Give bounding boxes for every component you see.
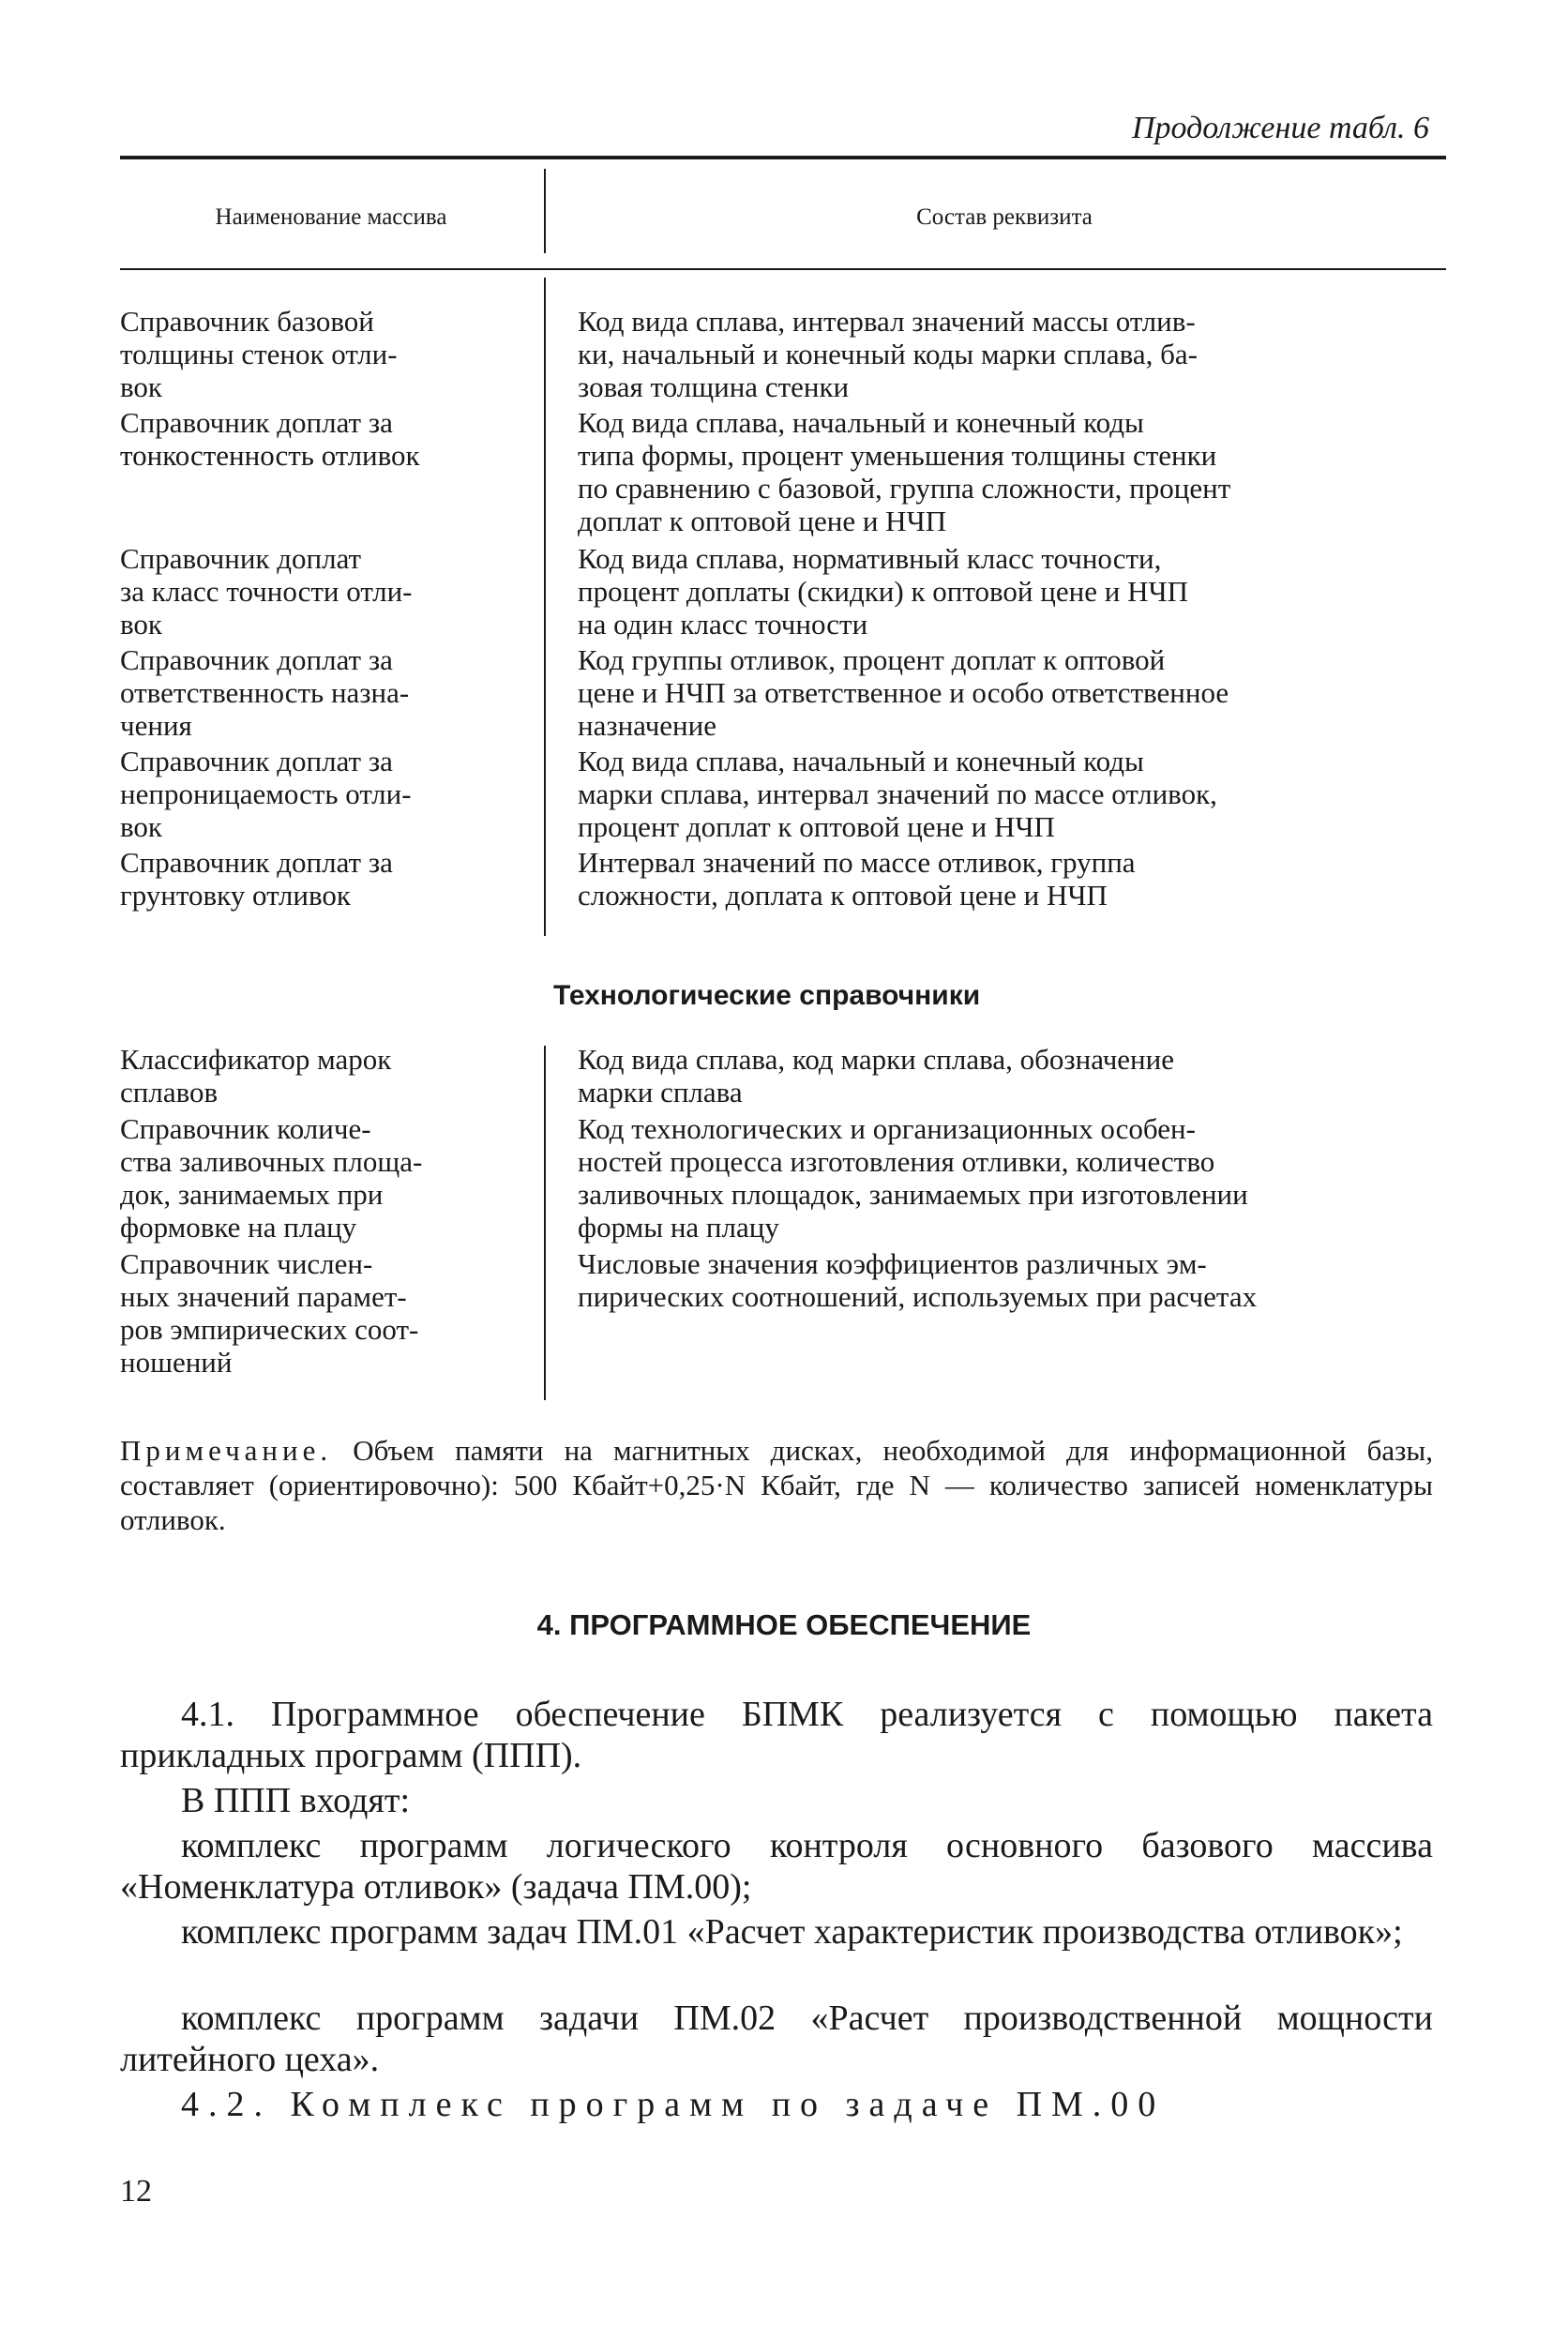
table-row-desc [578,406,1431,537]
table-cell-line: Код вида сплава, начальный и конечный коды [578,406,1144,439]
table-cell-line: ностей процесса изготовления отливки, количество [578,1145,1215,1178]
table-top-rule [120,156,1446,159]
table-cell-line: заливочных площадок, занимаемых при изготовлении [578,1178,1248,1211]
table-note [120,1433,1433,1537]
table-cell-line: ки, начальный и конечный коды марки сплава, ба- [578,338,1198,370]
paragraph-ppp-includes: В ППП входят: [181,1781,411,1820]
table-cell-line: зовая толщина стенки [578,370,850,403]
table-cell-line: марки сплава, интервал значений по массе отливок, [578,777,1217,810]
table-row-desc [578,1112,1431,1244]
table-cell-line: ства заливочных площа- [120,1145,423,1178]
table-cell-line: Справочник доплат за [120,406,393,439]
table-cell-line: непроницаемость отли- [120,777,412,810]
column-divider [544,278,546,936]
note-text: Объем памяти на магнитных дисках, необходимой для информационной базы, составляет (ориентировочно): 500 Кбайт+0,25·N Кбайт, где N — количество записей номенклатуры отливок. [120,1434,1433,1536]
table-cell-line: по сравнению с базовой, группа сложности, процент [578,472,1231,505]
table-cell-line: Классификатор марок [120,1043,392,1076]
table-cell-line: процент доплат к оптовой цене и НЧП [578,810,1055,843]
table-continuation-label: Продолжение табл. 6 [1131,111,1429,145]
table-row-name [120,406,523,472]
table-row-name [120,846,523,912]
table-row-name [120,745,523,843]
section-title: 4. ПРОГРАММНОЕ ОБЕСПЕЧЕНИЕ [536,1608,1032,1641]
table-cell-line: на один класс точности [578,608,868,641]
table-cell-line: назначение [578,709,716,742]
paragraph-complex-pm01: комплекс программ задач ПМ.01 «Расчет характеристик производства отливок»; [181,1912,1403,1952]
table-cell-line: сплавов [120,1076,219,1109]
table-cell-line: типа формы, процент уменьшения толщины стенки [578,439,1217,472]
tech-section-title: Технологические справочники [553,980,981,1011]
paragraph-complex-pm00: комплекс программ логического контроля основного базового массива «Номенклатура отливок» (задача ПМ.00); [120,1826,1433,1907]
table-cell-line: Числовые значения коэффициентов различных эм- [578,1247,1207,1280]
page-number: 12 [120,2174,152,2209]
table-row-desc [578,745,1431,843]
section-body [120,1694,1433,2144]
table-row-desc [578,1247,1431,1313]
table-cell-line: тонкостенность отливок [120,439,420,472]
table-cell-line: чения [120,709,192,742]
table-cell-line: вок [120,810,162,843]
table-cell-line: Справочник доплат за [120,745,393,777]
table-row-name [120,305,523,403]
table-row-desc [578,643,1431,742]
table-row-name [120,1247,523,1379]
table-cell-line: ров эмпирических соот- [120,1313,419,1346]
table-cell-line: вок [120,608,162,641]
table-cell-line: Справочник доплат [120,542,362,575]
paragraph-complex-pm02: комплекс программ задачи ПМ.02 «Расчет производственной мощности литейного цеха». [120,1999,1433,2079]
table-row-name [120,643,523,742]
table-cell-line: доплат к оптовой цене и НЧП [578,505,947,537]
table-cell-line: толщины стенок отли- [120,338,398,370]
table-row-desc [578,542,1431,641]
column-divider [544,1046,546,1400]
note-label: Примечание. [120,1434,333,1467]
table-cell-line: за класс точности отли- [120,575,413,608]
column-header-right: Состав реквизита [916,204,1093,230]
table-cell-line: сложности, доплата к оптовой цене и НЧП [578,879,1108,912]
table-cell-line: Справочник количе- [120,1112,371,1145]
table-cell-line: Код вида сплава, начальный и конечный коды [578,745,1144,777]
table-cell-line: Код вида сплава, код марки сплава, обозначение [578,1043,1174,1076]
table-cell-line: Код вида сплава, нормативный класс точности, [578,542,1162,575]
table-cell-line: ответственность назна- [120,676,410,709]
table-cell-line: ношений [120,1346,233,1379]
table-cell-line: пирических соотношений, используемых при расчетах [578,1280,1258,1313]
table-cell-line: Справочник доплат за [120,846,393,879]
table-row-desc [578,846,1431,912]
table-cell-line: вок [120,370,162,403]
table-cell-line: процент доплаты (скидки) к оптовой цене и НЧП [578,575,1188,608]
table-cell-line: марки сплава [578,1076,743,1109]
column-header-left: Наименование массива [215,204,447,230]
table-cell-line: док, занимаемых при [120,1178,384,1211]
table-cell-line: ных значений парамет- [120,1280,407,1313]
table-cell-line: грунтовку отливок [120,879,351,912]
table-cell-line: цене и НЧП за ответственное и особо ответственное [578,676,1229,709]
table-row-name [120,1112,523,1244]
table-row-name [120,542,523,641]
table-cell-line: Справочник базовой [120,305,374,338]
header-rule [120,268,1446,270]
table-cell-line: Интервал значений по массе отливок, группа [578,846,1136,879]
paragraph-4-2: 4.2. Комплекс программ по задаче ПМ.00 [181,2085,1166,2124]
table-cell-line: формовке на плацу [120,1211,357,1244]
table-row-desc [578,305,1431,403]
table-cell-line: Код группы отливок, процент доплат к оптовой [578,643,1166,676]
table-row-desc [578,1043,1431,1109]
table-cell-line: формы на плацу [578,1211,779,1244]
table-cell-line: Код вида сплава, интервал значений массы отлив- [578,305,1196,338]
table-cell-line: Справочник числен- [120,1247,373,1280]
table-cell-line: Справочник доплат за [120,643,393,676]
table-cell-line: Код технологических и организационных особен- [578,1112,1196,1145]
table-row-name [120,1043,523,1109]
column-divider [544,169,546,253]
paragraph-4-1: 4.1. Программное обеспечение БПМК реализуется с помощью пакета прикладных программ (ППП). [120,1695,1433,1775]
